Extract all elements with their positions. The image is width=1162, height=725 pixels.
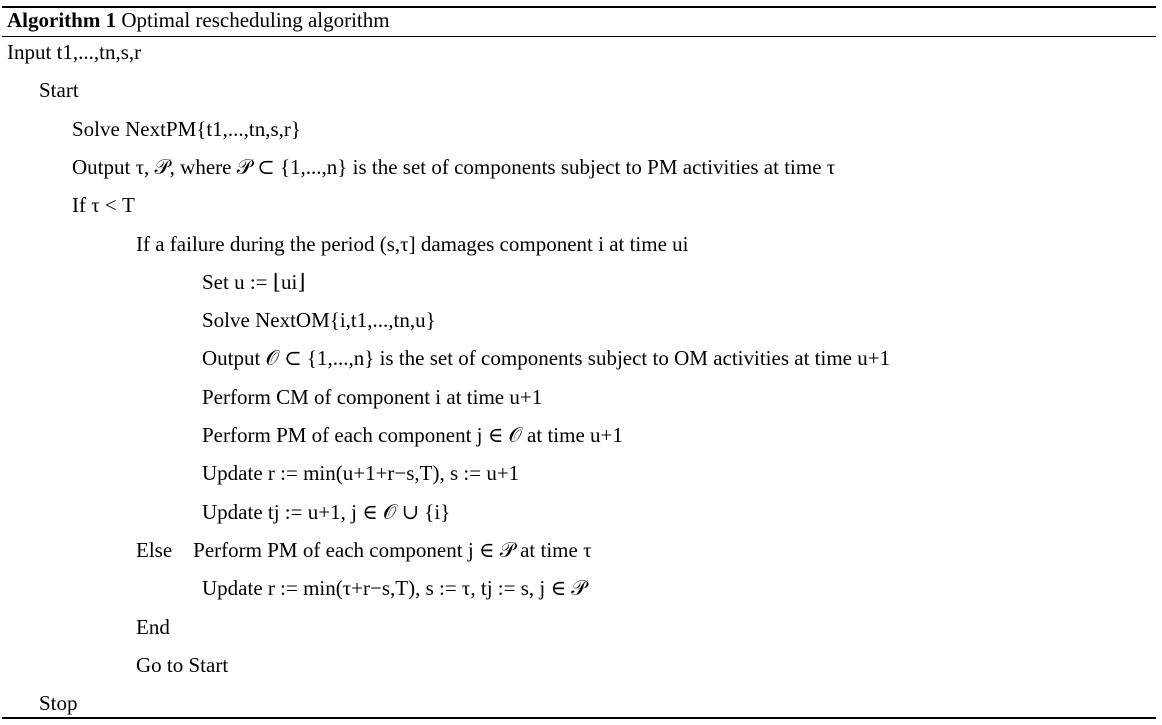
line-perform-pm-o: Perform PM of each component j ∈ 𝒪 at time u+1 [202, 423, 623, 447]
line-output-o: Output 𝒪 ⊂ {1,...,n} is the set of components subject to OM activities at time u+1 [202, 346, 891, 370]
line-goto-start: Go to Start [136, 653, 229, 677]
line-update-else: Update r := min(τ+r−s,T), s := τ, tj := s, j ∈ 𝒫 [202, 576, 587, 600]
line-else: Else Perform PM of each component j ∈ 𝒫 at time τ [136, 538, 592, 562]
algorithm-caption [7, 6, 390, 34]
bottom-rule [2, 717, 1156, 719]
line-stop: Stop [39, 691, 78, 715]
caption-rule [2, 36, 1156, 37]
line-update-r-s: Update r := min(u+1+r−s,T), s := u+1 [202, 461, 520, 485]
line-solve-nextom: Solve NextOM{i,t1,...,tn,u} [202, 308, 436, 332]
algorithm-label: Algorithm 1 [7, 8, 117, 32]
line-output-tau: Output τ, 𝒫, where 𝒫 ⊂ {1,...,n} is the set of components subject to PM activities at time τ [72, 155, 836, 179]
line-if-failure: If a failure during the period (s,τ] damages component i at time ui [136, 232, 689, 256]
line-end: End [136, 615, 170, 639]
line-update-tj: Update tj := u+1, j ∈ 𝒪 ∪ {i} [202, 500, 451, 524]
line-set-u: Set u := ⌊ui⌋ [202, 270, 306, 294]
line-solve-nextpm: Solve NextPM{t1,...,tn,s,r} [72, 117, 302, 141]
line-perform-cm: Perform CM of component i at time u+1 [202, 385, 543, 409]
line-input: Input t1,...,tn,s,r [7, 40, 142, 64]
line-if-tau: If τ < T [72, 193, 135, 217]
algorithm-title: Optimal rescheduling algorithm [121, 8, 390, 32]
line-start: Start [39, 78, 79, 102]
